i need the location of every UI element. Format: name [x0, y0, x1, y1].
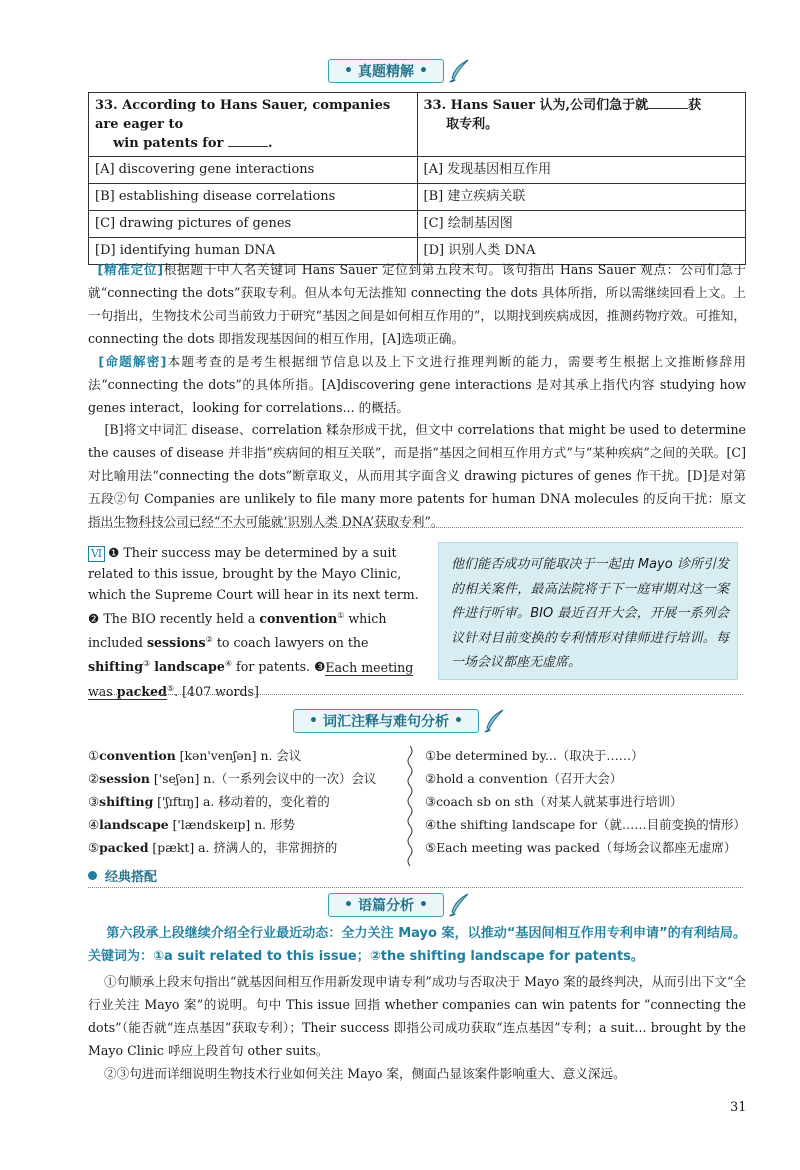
phrase-item: ②hold a convention（召开大会） [425, 771, 623, 786]
option-b-en: [B] establishing disease correlations [89, 184, 418, 211]
divider [88, 527, 743, 528]
phrase-item: ⑤Each meeting was packed（每场会议都座无虚席） [425, 840, 737, 855]
vocab-item: ②session ['seʃən] n.（一系列会议中的一次）会议 [88, 771, 377, 786]
vocab-item: ④landscape ['lændskeɪp] n. 形势 [88, 817, 295, 832]
option-a-en: [A] discovering gene interactions [89, 157, 418, 184]
divider [88, 694, 743, 695]
question-stem-zh: 33. Hans Sauer 认为,公司们急于就 获 取专利。 [417, 93, 746, 157]
bullet-icon [88, 871, 97, 880]
quill-icon [446, 892, 472, 918]
phrase-item: ④the shifting landscape for（就……目前变换的情形） [425, 817, 746, 832]
option-a-zh: [A] 发现基因相互作用 [417, 157, 746, 184]
page-number: 31 [730, 1100, 747, 1115]
explain-distractors: [B]将文中词汇 disease、correlation 糅杂形成干扰，但文中 correlations that might be used to determine the causes of disease 并非指“疾病间的相互关联”，而是指“基因之间相互作用方式”与“某种疾病”之间的关联。[C]对比喻用法“connecting the dots”断章取义，从而用其字面含义 drawing pictures of genes 作干扰。[D]是对第五段②句 Companies are unlikely to file many more patents for human DNA molecules 的反向干扰：原文指出生物科技公司已经“不大可能就‘识别人类 DNA’获取专利”。 [88, 422, 747, 529]
analysis-heading: 第六段承上段继续介绍全行业最近动态：全力关注 Mayo 案，以推动“基因间相互作用专利申请”的有利结局。关键词为：①a suit related to this issue；②the shifting landscape for patents。 [88, 926, 746, 964]
phrase-list [425, 744, 746, 859]
option-d-en: [D] identifying human DNA [89, 238, 418, 265]
quill-icon [481, 708, 507, 734]
phrase-item: ③coach sb on sth（对某人就某事进行培训） [425, 794, 683, 809]
vocab-item: ③shifting ['ʃɪftɪŋ] a. 移动着的，变化着的 [88, 794, 330, 809]
section-title-zhenti: • 真题精解 • [0, 58, 800, 84]
question-stem-en: 33. According to Hans Sauer, companies are eager to win patents for . [89, 93, 418, 157]
question-table [88, 92, 746, 265]
section-title-yupian: • 语篇分析 • [0, 892, 800, 918]
quill-icon [446, 58, 472, 84]
vocab-item: ①convention [kən'venʃən] n. 会议 [88, 748, 302, 763]
explain-decode: [命题解密]本题考查的是考生根据细节信息以及上下文进行推理判断的能力，需要考生根据上文推断修辞用法“connecting the dots”的具体所指。[A]discovering gene interactions 是对其承上指代内容 studying how genes interact，looking for correlations... 的概括。 [88, 354, 747, 415]
option-c-en: [C] drawing pictures of genes [89, 211, 418, 238]
analysis-p1: ①句顺承上段末句指出“就基因间相互作用新发现申请专利”成功与否取决于 Mayo 案的最终判决，从而引出下文“全行业关注 Mayo 案”的说明。句中 This issue 回指 whether companies can win patents for “connecting the dots”（能否就“连点基因”获取专利）；Their success 即指公司成功获取“连点基因”专利；a suit... brought by the Mayo Clinic 呼应上段首句 other suits。 [88, 974, 746, 1058]
option-row [89, 211, 746, 238]
vocab-item: ⑤packed [pækt] a. 挤满人的，非常拥挤的 [88, 840, 338, 855]
option-c-zh: [C] 绘制基因图 [417, 211, 746, 238]
option-b-zh: [B] 建立疾病关联 [417, 184, 746, 211]
analysis-p2: ②③句进而详细说明生物技术行业如何关注 Mayo 案，侧面凸显该案件影响重大、意义深远。 [104, 1066, 626, 1081]
collocation-heading: 经典搭配 [88, 866, 157, 885]
vocab-list [88, 744, 376, 859]
option-row [89, 157, 746, 184]
passage-translation: 他们能否成功可能取决于一起由 Mayo 诊所引发的相关案件，最高法院将于下一庭审期对这一案件进行听审。BIO 最近召开大会，开展一系列会议针对目前变换的专利情形对律师进行培训。每一场会议都座无虚席。 [438, 542, 738, 680]
section-title-cihui: • 词汇注释与难句分析 • [0, 708, 800, 734]
divider [88, 887, 743, 888]
passage-paragraph: Ⅵ ❶ Their success may be determined by a suit related to this issue, brought by the Mayo Clinic, which the Supreme Court will hear in its next term. ❷ The BIO recently held a convention① which included sessions② to coach lawyers on the shifting③ landscape④ for patents. ❸Each meeting was packed⑤. [407 words] [88, 545, 419, 699]
explain-locate: [精准定位]根据题干中人名关键词 Hans Sauer 定位到第五段末句。该句指出 Hans Sauer 观点：公司们急于就“connecting the dots”获取专利。但从本句无法推知 connecting the dots 具体所指，所以需继续回看上文。上一句指出，生物技术公司当前致力于研究“基因之间是如何相互作用的”，以期找到疾病成因，推测药物疗效。可推知，connecting the dots 即指发现基因间的相互作用，[A]选项正确。 [88, 262, 746, 346]
option-d-zh: [D] 识别人类 DNA [417, 238, 746, 265]
divider-squiggle [405, 746, 415, 866]
option-row [89, 184, 746, 211]
phrase-item: ①be determined by...（取决于……） [425, 748, 644, 763]
